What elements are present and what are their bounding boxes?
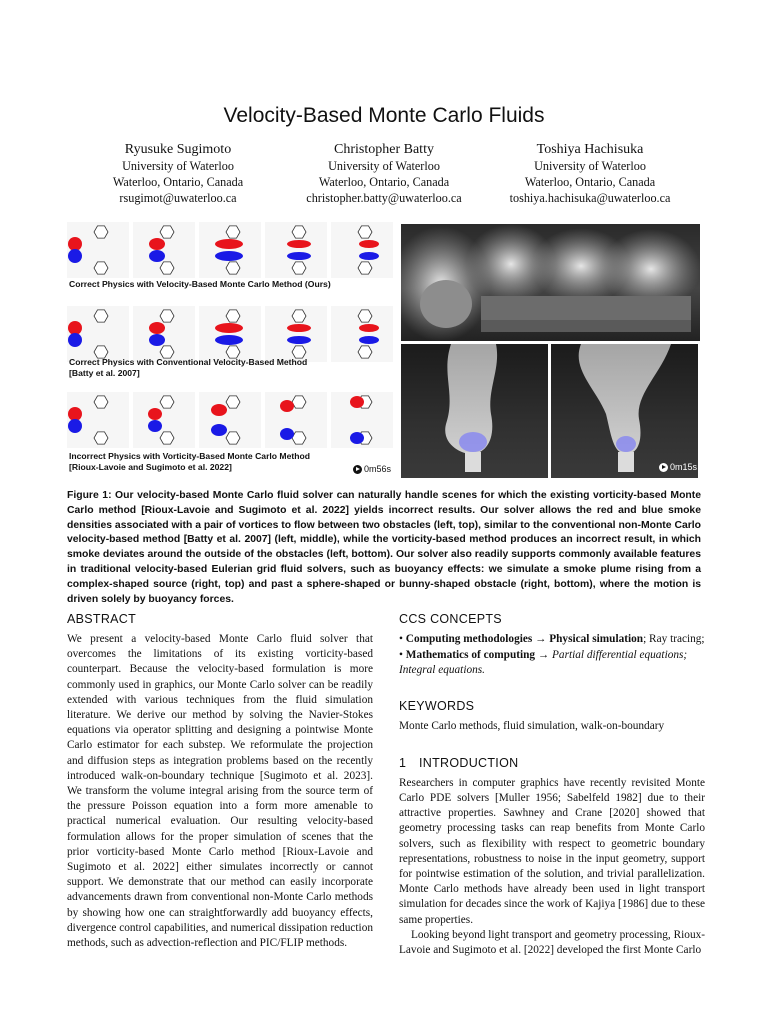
obstacle-hexagon: [94, 432, 108, 444]
obstacle-hexagon: [160, 226, 174, 238]
play-icon[interactable]: [353, 465, 362, 474]
ccs-arrow: →: [535, 633, 547, 645]
bullet: •: [399, 648, 403, 661]
author-name: Ryusuke Sugimoto: [124, 142, 232, 157]
author-1: [58, 141, 298, 206]
author-location: Waterloo, Ontario, Canada: [112, 175, 244, 189]
blue-smoke-blob: [359, 252, 379, 260]
simulation-frame: [265, 306, 327, 362]
ccs-heading: CCS CONCEPTS: [399, 612, 502, 626]
obstacle-hexagon: [160, 262, 174, 274]
author-2: [264, 141, 504, 206]
figure-vortex-comparison: [67, 222, 395, 478]
red-smoke-blob: [287, 240, 311, 248]
smoke-plume-bunny-image: [551, 344, 698, 478]
blue-smoke-blob: [211, 424, 227, 436]
obstacle-hexagon: [94, 226, 108, 238]
paper-title: Velocity-Based Monte Carlo Fluids: [223, 104, 545, 127]
play-icon[interactable]: [659, 463, 668, 472]
sim-row-vorticity: [67, 392, 395, 448]
smoke-plume-text-source-image: [401, 224, 700, 341]
ccs-term: Physical simulation: [549, 633, 644, 645]
obstacle-hexagon: [358, 310, 372, 322]
author-name: Toshiya Hachisuka: [536, 142, 644, 157]
simulation-frame: [199, 222, 261, 278]
blue-smoke-blob: [149, 334, 165, 346]
red-smoke-blob: [280, 400, 294, 412]
red-smoke-blob: [215, 323, 243, 333]
introduction-heading: [399, 756, 705, 770]
obstacle-hexagon: [226, 432, 240, 444]
obstacle-hexagon: [226, 396, 240, 408]
right-column: [399, 612, 705, 958]
obstacle-hexagon: [94, 262, 108, 274]
red-smoke-blob: [148, 408, 162, 420]
red-smoke-blob: [287, 324, 311, 332]
blue-smoke-blob: [280, 428, 294, 440]
red-smoke-blob: [68, 407, 82, 421]
blue-smoke-blob: [350, 432, 364, 444]
simulation-frame: [331, 392, 393, 448]
obstacle-hexagon: [292, 310, 306, 322]
author-email: christopher.batty@uwaterloo.ca: [306, 191, 462, 205]
red-smoke-blob: [350, 396, 364, 408]
blue-smoke-blob: [359, 336, 379, 344]
intro-paragraph-2: Looking beyond light transport and geometry processing, Rioux-Lavoie and Sugimoto et al. [2022] developed the first Monte Carlo: [399, 928, 705, 956]
simulation-frame: [133, 306, 195, 362]
smoke-render-illustration: [401, 224, 700, 341]
obstacle-hexagon: [292, 396, 306, 408]
author-location: Waterloo, Ontario, Canada: [318, 175, 450, 189]
author-3: [470, 141, 710, 206]
video-timer-right[interactable]: [659, 462, 697, 472]
section-number: 1: [399, 755, 407, 770]
ccs-concepts-text: [399, 632, 705, 679]
row-caption-batty: [69, 357, 307, 379]
abstract-heading: ABSTRACT: [67, 612, 137, 626]
obstacle-hexagon: [292, 432, 306, 444]
red-smoke-blob: [359, 240, 379, 248]
caption-line: Correct Physics with Conventional Velocity-Based Method: [69, 357, 308, 367]
blue-smoke-blob: [215, 335, 243, 345]
red-smoke-blob: [359, 324, 379, 332]
obstacle-hexagon: [292, 262, 306, 274]
red-smoke-blob: [215, 239, 243, 249]
simulation-frame: [199, 306, 261, 362]
obstacle-hexagon: [160, 396, 174, 408]
figure-caption: Figure 1: Our velocity-based Monte Carlo fluid solver can naturally handle scenes for which the existing vorticity-based Monte Carlo method [Rioux-Lavoie and Sugimoto et al. 2022] yields incorrect results. Our solver allows the red and blue smoke densities associated with a pair of vortices to flow between two obstacles (left, top), similar to the conventional non-Monte Carlo velocity-based method [Batty et al. 2007] (left, middle), while the vorticity-based method produces an incorrect result, in which smoke deviates around the outside of the obstacles (left, bottom). Our solver also readily supports commonly available features in traditional velocity-based Eulerian grid fluid solvers, such as buoyancy effects: we simulate a smoke plume rising from a complex-shaped source (right, top) and past a sphere-shaped or bunny-shaped obstacle (right, bottom), where the motion is driven solely by buoyancy forces.: [67, 490, 701, 605]
red-smoke-blob: [211, 404, 227, 416]
blue-smoke-blob: [68, 249, 82, 263]
smoke-plume-sphere-image: [401, 344, 548, 478]
intro-paragraph-1: Researchers in computer graphics have recently revisited Monte Carlo PDE solvers [Muller 1956; Sabelfeld 1982] due to their attractive properties. Sawhney and Crane [2020] showed that geometry processing tasks can reap benefits from Monte Carlo solvers, such as flexibility with respect to geometric boundary representations, robustness to noise in the input geometry, support for pointwise estimation of the solution, and trivial parallelization. Monte Carlo methods have already been used in light transport simulation for decades since the work of Kajiya [1986] due to these same properties.: [399, 776, 705, 926]
red-smoke-blob: [68, 237, 82, 251]
sim-row-ours: [67, 222, 395, 278]
ccs-term: Partial differential equations; Integral equations.: [399, 648, 688, 676]
simulation-frame: [265, 392, 327, 448]
simulation-frame: [265, 222, 327, 278]
obstacle-hexagon: [226, 226, 240, 238]
figure-smoke-plume: [401, 224, 700, 478]
sim-row-batty: [67, 306, 395, 362]
red-smoke-blob: [149, 322, 165, 334]
simulation-frame: [199, 392, 261, 448]
simulation-frame: [331, 306, 393, 362]
blue-smoke-blob: [215, 251, 243, 261]
obstacle-hexagon: [160, 432, 174, 444]
red-smoke-blob: [68, 321, 82, 335]
obstacle-hexagon: [160, 310, 174, 322]
obstacle-hexagon: [358, 346, 372, 358]
author-email: rsugimot@uwaterloo.ca: [119, 191, 237, 205]
row-caption-ours: Correct Physics with Velocity-Based Monte Carlo Method (Ours): [69, 279, 331, 289]
bullet: •: [399, 633, 403, 645]
smoke-render-illustration: [551, 344, 698, 478]
caption-line: [Batty et al. 2007]: [69, 368, 140, 378]
author-affiliation: University of Waterloo: [122, 159, 234, 173]
blue-smoke-blob: [148, 420, 162, 432]
obstacle-hexagon: [226, 262, 240, 274]
blue-smoke-blob: [68, 419, 82, 433]
simulation-frame: [67, 392, 129, 448]
row-caption-vorticity: [69, 451, 310, 473]
caption-line: [Rioux-Lavoie and Sugimoto et al. 2022]: [69, 462, 232, 472]
blue-smoke-blob: [287, 336, 311, 344]
keywords-text: Monte Carlo methods, fluid simulation, walk-on-boundary: [399, 719, 665, 732]
simulation-frame: [67, 222, 129, 278]
obstacle-hexagon: [358, 262, 372, 274]
ccs-term: Computing methodologies: [405, 633, 533, 645]
obstacle-hexagon: [226, 310, 240, 322]
simulation-frame: [331, 222, 393, 278]
author-email: toshiya.hachisuka@uwaterloo.ca: [509, 191, 671, 205]
simulation-frame: [133, 392, 195, 448]
abstract-text: We present a velocity-based Monte Carlo fluid solver that overcomes the limitations of its existing vorticity-based counterpart. Because the velocity-based formulation is more commonly used in graphics, our Monte Carlo solver can be readily extended with various techniques from the fluid simulation literature. We derive our method by solving the Navier-Stokes equations via operator splitting and designing a pointwise Monte Carlo estimator for each substep. We reformulate the projection and diffusion steps as integration problems based on the recently introduced walk-on-boundary technique [Sugimoto et al. 2023]. We transform the volume integral arising from the source term of the pressure Poisson equation into a form more amenable to practical numerical evaluation. Our resulting velocity-based formulation allows for the proper simulation of scenes that the prior vorticity-based Monte Carlo method [Rioux-Lavoie and Sugimoto et al. 2022] either simulates incorrectly or cannot support. We demonstrate that our method can easily incorporate advancements drawn from conventional non-Monte Carlo methods by showing how one can straightforwardly add buoyancy effects, divergence control capabilities, and numerical dissipation reduction methods, such as advection-reflection and PIC/FLIP methods.: [67, 633, 373, 950]
simulation-frame: [67, 306, 129, 362]
author-affiliation: University of Waterloo: [534, 159, 646, 173]
ccs-term: Mathematics of computing: [405, 648, 536, 661]
author-name: Christopher Batty: [334, 142, 434, 157]
obstacle-hexagon: [358, 226, 372, 238]
blue-smoke-blob: [287, 252, 311, 260]
ccs-term: ; Ray tracing;: [643, 633, 705, 645]
ccs-arrow: →: [537, 648, 550, 661]
left-column: [67, 612, 373, 951]
author-location: Waterloo, Ontario, Canada: [524, 175, 656, 189]
obstacle-hexagon: [94, 310, 108, 322]
blue-smoke-blob: [149, 250, 165, 262]
video-timer-left[interactable]: [353, 464, 391, 474]
simulation-frame: [133, 222, 195, 278]
keywords-heading: KEYWORDS: [399, 698, 475, 713]
obstacle-hexagon: [292, 226, 306, 238]
smoke-render-illustration: [401, 344, 548, 478]
red-smoke-blob: [149, 238, 165, 250]
caption-line: Incorrect Physics with Vorticity-Based Monte Carlo Method: [69, 451, 310, 461]
obstacle-hexagon: [94, 396, 108, 408]
author-affiliation: University of Waterloo: [328, 159, 440, 173]
timer-label: 0m56s: [364, 464, 392, 474]
blue-smoke-blob: [68, 333, 82, 347]
section-title: INTRODUCTION: [419, 755, 519, 770]
timer-label: 0m15s: [670, 462, 698, 472]
